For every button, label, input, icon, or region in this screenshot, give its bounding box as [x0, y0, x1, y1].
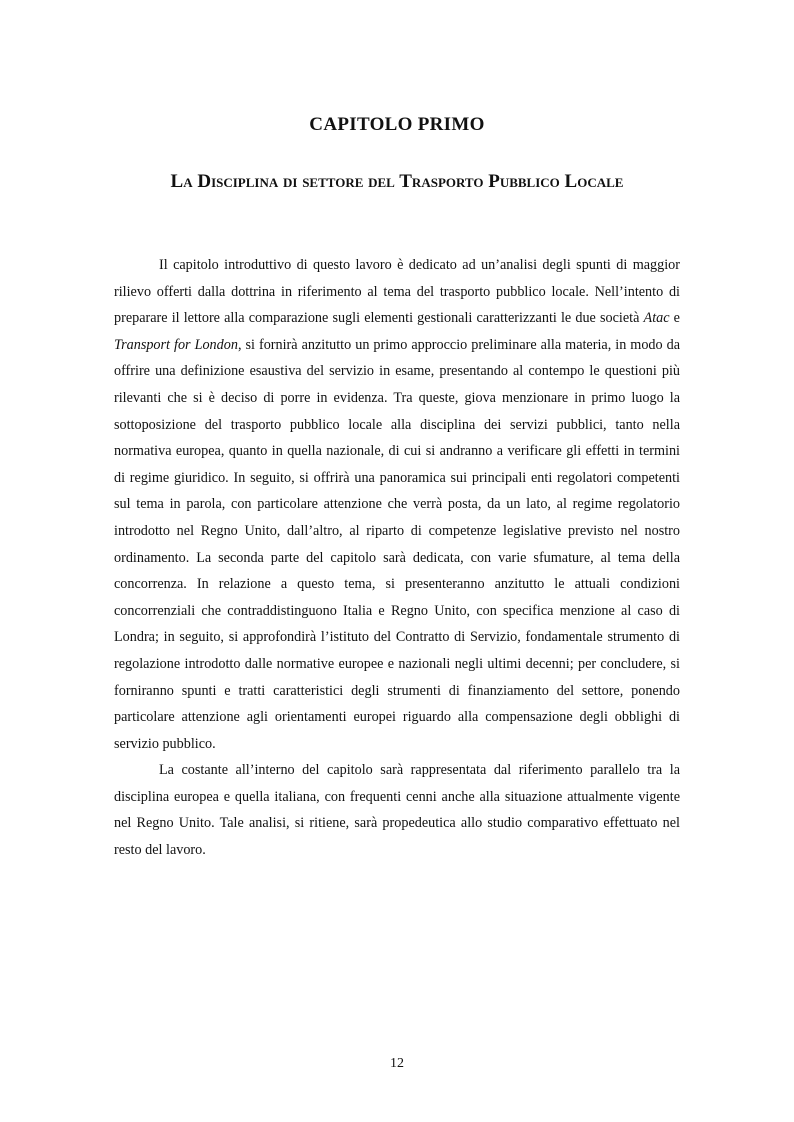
paragraph-intro-part-2: , si fornirà anzitutto un primo approccio preliminare alla materia, in modo da offrire una definizione esaustiva del servizio in esame, presentando al contempo le questioni più rilevanti che si è deciso di porre in evidenza. Tra queste, giova menzionare in primo luogo la sottoposizione del trasporto pubblico locale alla disciplina dei servizi pubblici, tanto nella normativa europea, quanto in quella nazionale, di cui si andranno a verificare gli effetti in termini di regime giuridico. In seguito, si offrirà una panoramica sui principali enti regolatori competenti sul tema in parola, con particolare attenzione che verrà posta, da un lato, al regime regolatorio introdotto nel Regno Unito, dall’altro, al riparto di competenze legislative previsto nel nostro ordinamento. La seconda parte del capitolo sarà dedicata, con varie sfumature, al tema della concorrenza. In relazione a questo tema, si presenteranno anzitutto le attuali condizioni concorrenziali che contraddistinguono Italia e Regno Unito, con specifica menzione al caso di Londra; in seguito, si approfondirà l’istituto del Contratto di Servizio, fondamentale strumento di regolazione introdotto dalle normative europee e nazionali negli ultimi decenni; per concludere, si forniranno spunti e tratti caratteristici degli strumenti di finanziamento del settore, ponendo particolare attenzione agli orientamenti europei riguardo alla compensazione degli obblighi di servizio pubblico.: [114, 336, 681, 752]
paragraph-intro: [114, 252, 680, 757]
company-name-tfl: Transport for London: [114, 336, 238, 353]
paragraph-intro-part-1: Il capitolo introduttivo di questo lavoro è dedicato ad un’analisi degli spunti di maggior rilievo offerti dalla dottrina in riferimento al tema del trasporto pubblico locale. Nell’intento di preparare il lettore alla comparazione sugli elementi gestionali caratterizzanti le due società: [114, 257, 680, 327]
page-number: 12: [390, 1056, 404, 1071]
chapter-title: La Disciplina di settore del Trasporto Pubblico Locale: [170, 171, 624, 192]
paragraph-conclusion: La costante all’interno del capitolo sarà rappresentata dal riferimento parallelo tra la disciplina europea e quella italiana, con frequenti cenni anche alla situazione attualmente vigente nel Regno Unito. Tale analisi, si ritiene, sarà propedeutica allo studio comparativo effettuato nel resto del lavoro.: [114, 762, 680, 859]
company-name-atac: Atac: [643, 310, 670, 327]
paragraph-intro-conjunction: e: [669, 310, 680, 327]
chapter-label: CAPITOLO PRIMO: [309, 114, 485, 135]
body-text: [114, 252, 680, 864]
